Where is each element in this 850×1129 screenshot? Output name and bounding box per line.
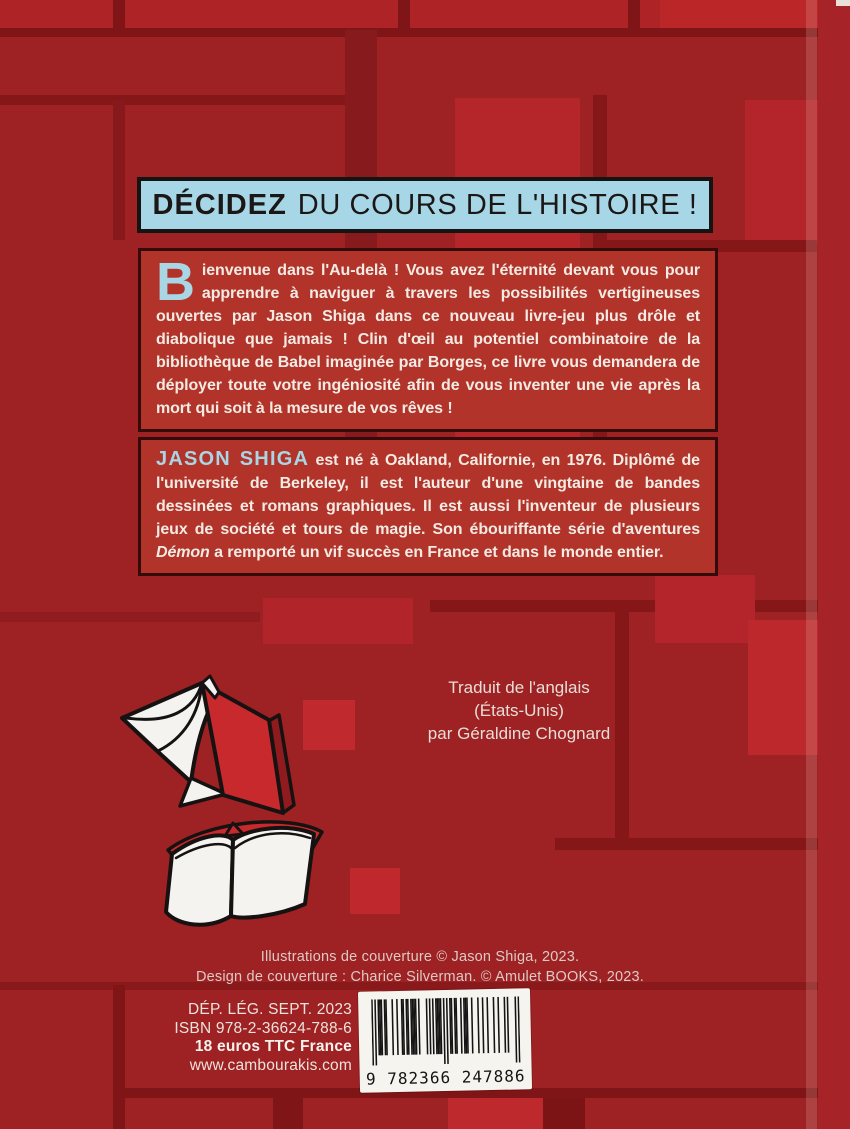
barcode-bars — [371, 996, 520, 1069]
author-bio-text-1: est né à Oakland, Californie, en 1976. Diplômé de l'université de Berkeley, il est l'auteur d'une vingtaine de bandes dessinées et romans graphiques. Il est aussi l'inventeur de plusieurs jeux de société et tours de magie. Son ébouriffante série d'aventures — [156, 452, 700, 538]
mosaic-tile — [273, 1095, 303, 1129]
publisher-website: www.cambourakis.com — [189, 1056, 352, 1074]
headline-bold: DÉCIDEZ — [152, 188, 287, 221]
mosaic-tile — [655, 575, 755, 643]
mosaic-tile — [113, 0, 125, 37]
price: 18 euros TTC France — [194, 1038, 352, 1055]
mosaic-tile — [263, 598, 413, 644]
translation-line-3: par Géraldine Chognard — [427, 724, 611, 743]
mosaic-tile — [430, 600, 850, 612]
author-bio-text-2: a remporté un vif succès en France et dans le monde entier. — [209, 544, 664, 561]
barcode — [358, 988, 532, 1093]
mosaic-tile — [0, 95, 350, 105]
intro-text-box — [138, 248, 718, 432]
intro-text: ienvenue dans l'Au-delà ! Vous avez l'éternité devant vous pour apprendre à naviguer à travers les possibilités vertigineuses ouvertes par Jason Shiga dans ce nouveau livre-jeu plus drôle et diabolique que jamais ! Clin d'œil au potentiel combinatoire de la bibliothèque de Babel imaginée par Borges, ce livre vous demandera de déployer toute votre ingéniosité afin de vous inventer une vie après la mort qui soit à la mesure de vos rêves ! — [156, 262, 700, 417]
mosaic-tile — [806, 0, 817, 1129]
author-name: JASON SHIGA — [156, 448, 310, 470]
author-bio-box — [138, 437, 718, 576]
mosaic-tile — [543, 1098, 585, 1129]
mosaic-tile — [113, 100, 125, 240]
translation-line-2: (États-Unis) — [474, 701, 564, 720]
mosaic-tile — [398, 0, 410, 37]
credits-line-1: Illustrations de couverture © Jason Shiga, 2023. — [260, 949, 580, 965]
mosaic-tile — [818, 0, 850, 1129]
author-bio-series-title: Démon — [156, 544, 210, 561]
cover-credits — [95, 947, 745, 987]
mosaic-tile — [836, 0, 850, 6]
mosaic-tile — [448, 1098, 543, 1129]
mosaic-tile — [628, 0, 640, 37]
mosaic-tile — [0, 612, 260, 622]
barcode-digits: 9 782366 247886 — [365, 1066, 526, 1089]
headline-banner — [137, 177, 713, 233]
isbn: ISBN 978-2-36624-788-6 — [174, 1019, 352, 1037]
translation-credit — [409, 676, 629, 745]
legal-deposit: DÉP. LÉG. SEPT. 2023 — [188, 1001, 352, 1018]
dropcap-letter: B — [156, 252, 195, 312]
translation-line-1: Traduit de l'anglais — [448, 678, 590, 697]
mosaic-tile — [0, 28, 850, 37]
mosaic-tile — [350, 868, 400, 914]
credits-line-2: Design de couverture : Charice Silverman. © Amulet BOOKS, 2023. — [195, 969, 644, 985]
headline-rest: DU COURS DE L'HISTOIRE ! — [297, 188, 698, 221]
imprint-block — [110, 1001, 352, 1075]
flying-books-illustration — [112, 652, 344, 944]
